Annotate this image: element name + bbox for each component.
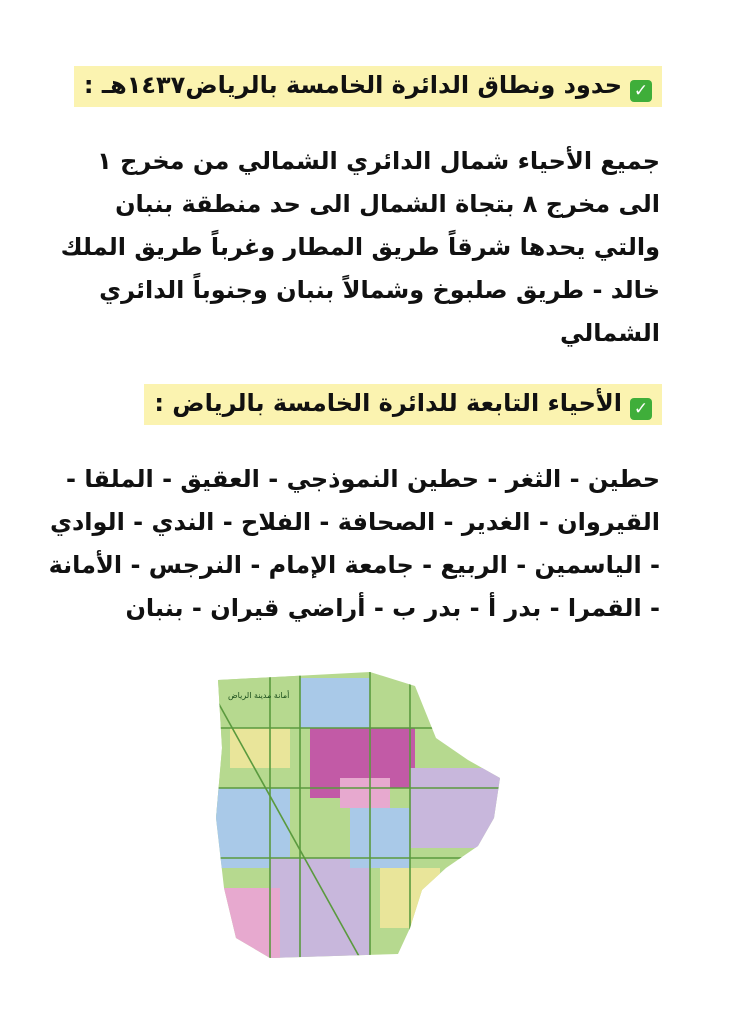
map-zone-north: [300, 678, 370, 728]
section1-line: جميع الأحياء شمال الدائري الشمالي من مخرج ١: [97, 147, 660, 175]
map-zone-northwest: [230, 728, 290, 768]
section2-line: - الياسمين - الربيع - جامعة الإمام - النرجس - الأمانة: [48, 551, 660, 579]
section2-line: حطين - الثغر - حطين النموذجي - العقيق - الملقا -: [66, 465, 660, 493]
map-zone-south: [270, 858, 370, 958]
section1-line: الشمالي: [559, 319, 660, 347]
check-mark-icon: ✓: [630, 398, 652, 420]
section1-line: الى مخرج ٨ بتجاة الشمال الى حد منطقة بنبان: [115, 190, 660, 218]
check-mark-icon: ✓: [630, 80, 652, 102]
section1-heading-text: حدود ونطاق الدائرة الخامسة بالرياض١٤٣٧هـ :: [83, 71, 622, 99]
section1-line: والتي يحدها شرقاً طريق المطار وغرباً طريق الملك: [60, 233, 660, 261]
section2-line: - القمرا - بدر أ - بدر ب - أراضي قيران - بنبان: [125, 594, 660, 622]
map-zone-center-south: [340, 778, 390, 808]
section1-heading: [74, 66, 662, 107]
map-label: أمانة مدينة الرياض: [228, 691, 290, 700]
map-zone-east: [410, 768, 500, 848]
section1-paragraph: [60, 140, 660, 355]
map-zone-east-center: [350, 808, 410, 868]
section2-heading-text: الأحياء التابعة للدائرة الخامسة بالرياض :: [154, 389, 622, 417]
section2-heading: [144, 384, 662, 425]
section2-paragraph: [48, 458, 660, 630]
section2-line: القيروان - الغدير - الصحافة - الفلاح - الندي - الوادي: [49, 508, 660, 536]
section1-line: خالد - طريق صلبوخ وشمالاً بنبان وجنوباً الدائري: [99, 276, 660, 304]
map-zone-southwest: [210, 788, 290, 868]
district-map: [210, 668, 500, 958]
